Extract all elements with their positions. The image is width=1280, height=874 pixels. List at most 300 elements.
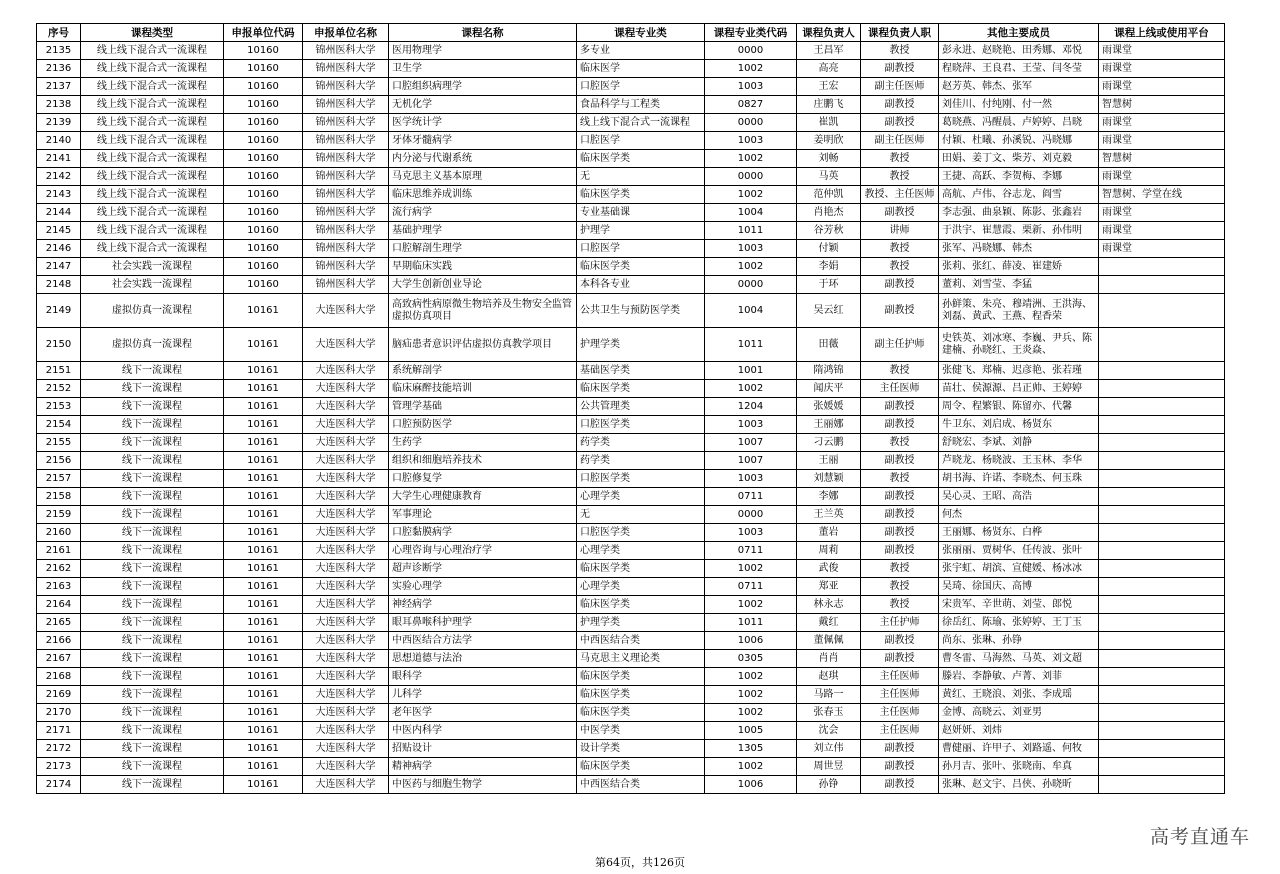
cell-unit-code: 10161: [224, 704, 303, 722]
table-row: [37, 328, 1225, 362]
cell-unit-name: 锦州医科大学: [303, 240, 389, 258]
cell-course-type: 线上线下混合式一流课程: [81, 114, 224, 132]
cell-members: 周令、程繁银、陈留亦、代馨: [939, 398, 1099, 416]
cell-leader-title: 教授、主任医师: [861, 186, 939, 204]
cell-course-name: 口腔修复学: [389, 470, 577, 488]
cell-major-category: 无: [577, 168, 705, 186]
cell-course-type: 线下一流课程: [81, 362, 224, 380]
cell-leader-title: 副教授: [861, 524, 939, 542]
cell-unit-name: 大连医科大学: [303, 362, 389, 380]
cell-major-category: 临床医学类: [577, 560, 705, 578]
table-row: [37, 60, 1225, 78]
table-row: [37, 560, 1225, 578]
cell-major-category: 多专业: [577, 42, 705, 60]
cell-platform: [1099, 578, 1225, 596]
cell-course-name: 眼科学: [389, 668, 577, 686]
table-row: [37, 380, 1225, 398]
cell-leader: 肖艳杰: [797, 204, 861, 222]
cell-members: 张宇虹、胡滨、宣健媛、杨冰冰: [939, 560, 1099, 578]
cell-unit-code: 10160: [224, 60, 303, 78]
cell-platform: [1099, 524, 1225, 542]
cell-leader: 孙铮: [797, 776, 861, 794]
cell-unit-code: 10160: [224, 132, 303, 150]
cell-index: 2174: [37, 776, 81, 794]
cell-major-category: 临床医学类: [577, 668, 705, 686]
cell-major-code: 0000: [705, 506, 797, 524]
cell-platform: 雨课堂: [1099, 132, 1225, 150]
cell-leader-title: 副教授: [861, 758, 939, 776]
cell-index: 2141: [37, 150, 81, 168]
cell-platform: 雨课堂: [1099, 168, 1225, 186]
cell-course-name: 实验心理学: [389, 578, 577, 596]
cell-course-type: 线下一流课程: [81, 506, 224, 524]
cell-leader: 张媛媛: [797, 398, 861, 416]
cell-platform: [1099, 328, 1225, 362]
cell-unit-name: 锦州医科大学: [303, 222, 389, 240]
table-row: [37, 686, 1225, 704]
cell-course-name: 神经病学: [389, 596, 577, 614]
cell-unit-code: 10161: [224, 596, 303, 614]
cell-major-category: 护理学类: [577, 328, 705, 362]
cell-platform: [1099, 776, 1225, 794]
cell-platform: [1099, 506, 1225, 524]
cell-major-code: 0711: [705, 542, 797, 560]
cell-unit-name: 大连医科大学: [303, 470, 389, 488]
cell-major-code: 0000: [705, 42, 797, 60]
cell-major-category: 药学类: [577, 452, 705, 470]
cell-major-code: 1002: [705, 60, 797, 78]
cell-unit-code: 10161: [224, 614, 303, 632]
cell-leader: 谷芳秋: [797, 222, 861, 240]
cell-members: 付颖、杜曦、孙溪锐、冯晓娜: [939, 132, 1099, 150]
cell-major-code: 1011: [705, 328, 797, 362]
cell-index: 2151: [37, 362, 81, 380]
table-row: [37, 258, 1225, 276]
cell-leader-title: 主任护师: [861, 614, 939, 632]
cell-major-code: 1003: [705, 240, 797, 258]
cell-leader-title: 副教授: [861, 542, 939, 560]
cell-index: 2143: [37, 186, 81, 204]
cell-leader: 范仲凯: [797, 186, 861, 204]
cell-leader-title: 教授: [861, 42, 939, 60]
cell-major-code: 1004: [705, 294, 797, 328]
cell-platform: [1099, 434, 1225, 452]
cell-course-type: 社会实践一流课程: [81, 258, 224, 276]
cell-platform: [1099, 276, 1225, 294]
cell-members: 滕岩、李静敏、卢菁、刘菲: [939, 668, 1099, 686]
cell-course-type: 线上线下混合式一流课程: [81, 60, 224, 78]
table-row: [37, 758, 1225, 776]
cell-leader-title: 教授: [861, 362, 939, 380]
cell-index: 2162: [37, 560, 81, 578]
cell-members: 芦晓龙、杨晓波、王玉林、李华: [939, 452, 1099, 470]
cell-major-category: 临床医学: [577, 60, 705, 78]
cell-platform: [1099, 758, 1225, 776]
cell-unit-name: 锦州医科大学: [303, 42, 389, 60]
cell-major-code: 1003: [705, 470, 797, 488]
table-row: [37, 488, 1225, 506]
cell-members: 赵妍妍、刘炜: [939, 722, 1099, 740]
cell-course-name: 流行病学: [389, 204, 577, 222]
table-row: [37, 294, 1225, 328]
cell-course-type: 线下一流课程: [81, 488, 224, 506]
cell-leader: 隋鸿锦: [797, 362, 861, 380]
cell-major-code: 1006: [705, 776, 797, 794]
course-table: [36, 23, 1225, 794]
cell-index: 2150: [37, 328, 81, 362]
cell-leader-title: 副教授: [861, 114, 939, 132]
cell-index: 2170: [37, 704, 81, 722]
cell-course-type: 线下一流课程: [81, 578, 224, 596]
cell-course-name: 心理咨询与心理治疗学: [389, 542, 577, 560]
cell-major-category: 临床医学类: [577, 704, 705, 722]
cell-course-type: 线下一流课程: [81, 632, 224, 650]
table-row: [37, 132, 1225, 150]
cell-major-category: 临床医学类: [577, 686, 705, 704]
cell-unit-code: 10161: [224, 524, 303, 542]
cell-major-code: 1002: [705, 150, 797, 168]
cell-unit-code: 10161: [224, 470, 303, 488]
cell-unit-code: 10161: [224, 398, 303, 416]
cell-major-category: 专业基础课: [577, 204, 705, 222]
cell-major-code: 0827: [705, 96, 797, 114]
cell-platform: 智慧树: [1099, 150, 1225, 168]
cell-leader-title: 副主任医师: [861, 132, 939, 150]
cell-course-type: 线上线下混合式一流课程: [81, 42, 224, 60]
table-row: [37, 578, 1225, 596]
table-body: [37, 42, 1225, 794]
cell-course-type: 线下一流课程: [81, 398, 224, 416]
cell-unit-code: 10161: [224, 416, 303, 434]
cell-members: 王丽娜、杨贤东、白桦: [939, 524, 1099, 542]
cell-leader-title: 主任医师: [861, 722, 939, 740]
cell-major-category: 中医学类: [577, 722, 705, 740]
page-footer: 第64页，共126页: [595, 856, 685, 869]
cell-index: 2136: [37, 60, 81, 78]
table-row: [37, 740, 1225, 758]
cell-platform: [1099, 258, 1225, 276]
cell-major-code: 0711: [705, 488, 797, 506]
cell-unit-code: 10161: [224, 294, 303, 328]
cell-major-category: 护理学: [577, 222, 705, 240]
cell-course-type: 线上线下混合式一流课程: [81, 204, 224, 222]
cell-platform: [1099, 704, 1225, 722]
cell-course-type: 线下一流课程: [81, 596, 224, 614]
cell-course-name: 临床思维养成训练: [389, 186, 577, 204]
cell-unit-name: 大连医科大学: [303, 758, 389, 776]
table-row: [37, 632, 1225, 650]
cell-major-code: 1007: [705, 452, 797, 470]
cell-unit-code: 10161: [224, 506, 303, 524]
table-row: [37, 650, 1225, 668]
cell-course-name: 内分泌与代谢系统: [389, 150, 577, 168]
cell-unit-code: 10161: [224, 722, 303, 740]
cell-index: 2157: [37, 470, 81, 488]
col-header-members: 其他主要成员: [939, 24, 1099, 42]
cell-platform: 雨课堂: [1099, 60, 1225, 78]
cell-leader: 肖肖: [797, 650, 861, 668]
col-header-course-name: 课程名称: [389, 24, 577, 42]
cell-major-code: 1002: [705, 560, 797, 578]
cell-unit-code: 10161: [224, 434, 303, 452]
cell-course-type: 线上线下混合式一流课程: [81, 222, 224, 240]
cell-leader-title: 副教授: [861, 398, 939, 416]
cell-platform: [1099, 722, 1225, 740]
cell-platform: [1099, 416, 1225, 434]
cell-index: 2140: [37, 132, 81, 150]
table-row: [37, 704, 1225, 722]
cell-leader: 马路一: [797, 686, 861, 704]
cell-members: 张莉、张红、薛凌、崔建娇: [939, 258, 1099, 276]
cell-unit-name: 大连医科大学: [303, 740, 389, 758]
cell-leader-title: 副主任护师: [861, 328, 939, 362]
cell-leader: 庄鹏飞: [797, 96, 861, 114]
cell-major-code: 1002: [705, 380, 797, 398]
cell-course-type: 线下一流课程: [81, 686, 224, 704]
cell-major-code: 0305: [705, 650, 797, 668]
cell-course-name: 无机化学: [389, 96, 577, 114]
cell-members: 王捷、高跃、李贺梅、李娜: [939, 168, 1099, 186]
cell-major-category: 口腔医学类: [577, 416, 705, 434]
cell-unit-code: 10161: [224, 380, 303, 398]
cell-leader: 于环: [797, 276, 861, 294]
cell-leader: 王昌军: [797, 42, 861, 60]
cell-major-code: 1003: [705, 416, 797, 434]
cell-major-code: 1011: [705, 222, 797, 240]
cell-platform: [1099, 542, 1225, 560]
cell-unit-name: 大连医科大学: [303, 632, 389, 650]
cell-index: 2172: [37, 740, 81, 758]
cell-index: 2139: [37, 114, 81, 132]
cell-unit-code: 10160: [224, 258, 303, 276]
cell-index: 2154: [37, 416, 81, 434]
cell-course-name: 高致病性病原微生物培养及生物安全监管虚拟仿真项目: [389, 294, 577, 328]
col-header-platform: 课程上线或使用平台: [1099, 24, 1225, 42]
cell-unit-code: 10161: [224, 560, 303, 578]
cell-leader-title: 教授: [861, 596, 939, 614]
cell-course-name: 眼耳鼻喉科护理学: [389, 614, 577, 632]
cell-leader-title: 副教授: [861, 96, 939, 114]
table-row: [37, 114, 1225, 132]
cell-unit-code: 10160: [224, 168, 303, 186]
cell-index: 2173: [37, 758, 81, 776]
cell-unit-name: 大连医科大学: [303, 578, 389, 596]
table-row: [37, 506, 1225, 524]
cell-members: 孙鲜策、朱亮、穆靖洲、王洪海、刘磊、黄武、王燕、程香荣: [939, 294, 1099, 328]
cell-course-name: 马克思主义基本原理: [389, 168, 577, 186]
cell-course-type: 线下一流课程: [81, 416, 224, 434]
cell-unit-name: 锦州医科大学: [303, 78, 389, 96]
cell-course-name: 临床麻醉技能培训: [389, 380, 577, 398]
cell-members: 刘佳川、付纯刚、付一然: [939, 96, 1099, 114]
table-row: [37, 722, 1225, 740]
cell-course-type: 线上线下混合式一流课程: [81, 240, 224, 258]
cell-unit-code: 10161: [224, 362, 303, 380]
cell-members: 曹冬雷、马海然、马英、刘文超: [939, 650, 1099, 668]
cell-course-name: 军事理论: [389, 506, 577, 524]
cell-major-category: 口腔医学: [577, 78, 705, 96]
cell-unit-name: 大连医科大学: [303, 380, 389, 398]
cell-major-category: 心理学类: [577, 578, 705, 596]
cell-unit-code: 10161: [224, 452, 303, 470]
cell-index: 2153: [37, 398, 81, 416]
cell-platform: [1099, 740, 1225, 758]
cell-leader-title: 副主任医师: [861, 78, 939, 96]
table-row: [37, 398, 1225, 416]
cell-leader-title: 教授: [861, 560, 939, 578]
cell-course-type: 线下一流课程: [81, 542, 224, 560]
cell-major-category: 护理学类: [577, 614, 705, 632]
cell-leader-title: 副教授: [861, 60, 939, 78]
cell-index: 2155: [37, 434, 81, 452]
cell-unit-name: 锦州医科大学: [303, 276, 389, 294]
table-row: [37, 776, 1225, 794]
cell-course-name: 中医药与细胞生物学: [389, 776, 577, 794]
cell-members: 张丽丽、贾树华、任传波、张叶: [939, 542, 1099, 560]
cell-leader-title: 教授: [861, 578, 939, 596]
cell-course-type: 线上线下混合式一流课程: [81, 150, 224, 168]
cell-index: 2163: [37, 578, 81, 596]
cell-index: 2159: [37, 506, 81, 524]
cell-members: 李志强、曲泉颖、陈影、张鑫岩: [939, 204, 1099, 222]
cell-leader-title: 副教授: [861, 452, 939, 470]
cell-course-name: 口腔预防医学: [389, 416, 577, 434]
cell-members: 尚东、张琳、孙铮: [939, 632, 1099, 650]
cell-unit-name: 锦州医科大学: [303, 168, 389, 186]
cell-index: 2156: [37, 452, 81, 470]
cell-leader: 田薇: [797, 328, 861, 362]
table-row: [37, 78, 1225, 96]
cell-unit-name: 大连医科大学: [303, 506, 389, 524]
cell-unit-code: 10161: [224, 686, 303, 704]
cell-members: 吴心灵、王昭、高浩: [939, 488, 1099, 506]
cell-major-category: 中西医结合类: [577, 776, 705, 794]
cell-course-name: 招贴设计: [389, 740, 577, 758]
cell-unit-name: 大连医科大学: [303, 722, 389, 740]
cell-unit-code: 10160: [224, 42, 303, 60]
cell-members: 徐岳红、陈瑜、张婷婷、王丁玉: [939, 614, 1099, 632]
cell-major-category: 食品科学与工程类: [577, 96, 705, 114]
cell-index: 2161: [37, 542, 81, 560]
cell-members: 何杰: [939, 506, 1099, 524]
cell-leader-title: 副教授: [861, 506, 939, 524]
cell-unit-code: 10161: [224, 578, 303, 596]
cell-members: 史铁英、刘冰寒、李巍、尹兵、陈建楠、孙晓红、王炎焱、: [939, 328, 1099, 362]
cell-platform: [1099, 596, 1225, 614]
cell-platform: [1099, 650, 1225, 668]
cell-major-category: 临床医学类: [577, 150, 705, 168]
cell-major-code: 1003: [705, 78, 797, 96]
cell-leader: 吴云红: [797, 294, 861, 328]
table-row: [37, 96, 1225, 114]
cell-unit-code: 10161: [224, 542, 303, 560]
cell-major-code: 1002: [705, 686, 797, 704]
cell-index: 2158: [37, 488, 81, 506]
cell-leader-title: 主任医师: [861, 668, 939, 686]
header-row: [37, 24, 1225, 42]
cell-leader: 付颖: [797, 240, 861, 258]
cell-unit-code: 10160: [224, 114, 303, 132]
cell-members: 吴琦、徐国庆、高博: [939, 578, 1099, 596]
cell-course-type: 线上线下混合式一流课程: [81, 168, 224, 186]
table-row: [37, 596, 1225, 614]
cell-leader: 王丽: [797, 452, 861, 470]
cell-major-code: 0000: [705, 276, 797, 294]
cell-unit-name: 锦州医科大学: [303, 114, 389, 132]
cell-unit-name: 大连医科大学: [303, 776, 389, 794]
cell-platform: [1099, 362, 1225, 380]
cell-unit-name: 大连医科大学: [303, 452, 389, 470]
table-row: [37, 452, 1225, 470]
cell-leader: 马英: [797, 168, 861, 186]
cell-platform: [1099, 632, 1225, 650]
cell-major-category: 口腔医学: [577, 132, 705, 150]
cell-major-code: 1001: [705, 362, 797, 380]
cell-unit-name: 大连医科大学: [303, 596, 389, 614]
cell-major-code: 1305: [705, 740, 797, 758]
cell-leader: 王宏: [797, 78, 861, 96]
table-row: [37, 614, 1225, 632]
cell-unit-code: 10160: [224, 222, 303, 240]
cell-major-category: 临床医学类: [577, 596, 705, 614]
cell-unit-name: 大连医科大学: [303, 614, 389, 632]
table-row: [37, 362, 1225, 380]
cell-course-name: 精神病学: [389, 758, 577, 776]
cell-major-category: 马克思主义理论类: [577, 650, 705, 668]
cell-platform: 雨课堂: [1099, 204, 1225, 222]
cell-leader: 郑亚: [797, 578, 861, 596]
cell-platform: [1099, 686, 1225, 704]
cell-platform: [1099, 560, 1225, 578]
cell-leader: 王丽娜: [797, 416, 861, 434]
table-row: [37, 240, 1225, 258]
cell-course-type: 虚拟仿真一流课程: [81, 294, 224, 328]
cell-unit-name: 锦州医科大学: [303, 204, 389, 222]
col-header-index: 序号: [37, 24, 81, 42]
cell-index: 2147: [37, 258, 81, 276]
cell-platform: [1099, 668, 1225, 686]
cell-leader-title: 教授: [861, 470, 939, 488]
cell-unit-code: 10161: [224, 758, 303, 776]
cell-course-type: 线上线下混合式一流课程: [81, 78, 224, 96]
cell-leader: 王兰英: [797, 506, 861, 524]
cell-leader: 周莉: [797, 542, 861, 560]
cell-unit-code: 10161: [224, 488, 303, 506]
cell-platform: 雨课堂: [1099, 42, 1225, 60]
cell-leader: 刁云鹏: [797, 434, 861, 452]
cell-major-category: 基础医学类: [577, 362, 705, 380]
cell-course-name: 医用物理学: [389, 42, 577, 60]
cell-unit-name: 锦州医科大学: [303, 258, 389, 276]
cell-leader: 戴红: [797, 614, 861, 632]
cell-members: 黄红、王晓浪、刘张、李成瑶: [939, 686, 1099, 704]
cell-unit-code: 10160: [224, 186, 303, 204]
cell-course-name: 组织和细胞培养技术: [389, 452, 577, 470]
cell-unit-code: 10160: [224, 78, 303, 96]
cell-platform: [1099, 488, 1225, 506]
table-row: [37, 150, 1225, 168]
cell-platform: [1099, 380, 1225, 398]
cell-leader-title: 主任医师: [861, 704, 939, 722]
cell-major-category: 公共管理类: [577, 398, 705, 416]
table-row: [37, 276, 1225, 294]
cell-unit-name: 大连医科大学: [303, 488, 389, 506]
cell-index: 2165: [37, 614, 81, 632]
col-header-unit-name: 申报单位名称: [303, 24, 389, 42]
cell-course-name: 管理学基础: [389, 398, 577, 416]
cell-course-type: 线下一流课程: [81, 740, 224, 758]
col-header-unit-code: 申报单位代码: [224, 24, 303, 42]
